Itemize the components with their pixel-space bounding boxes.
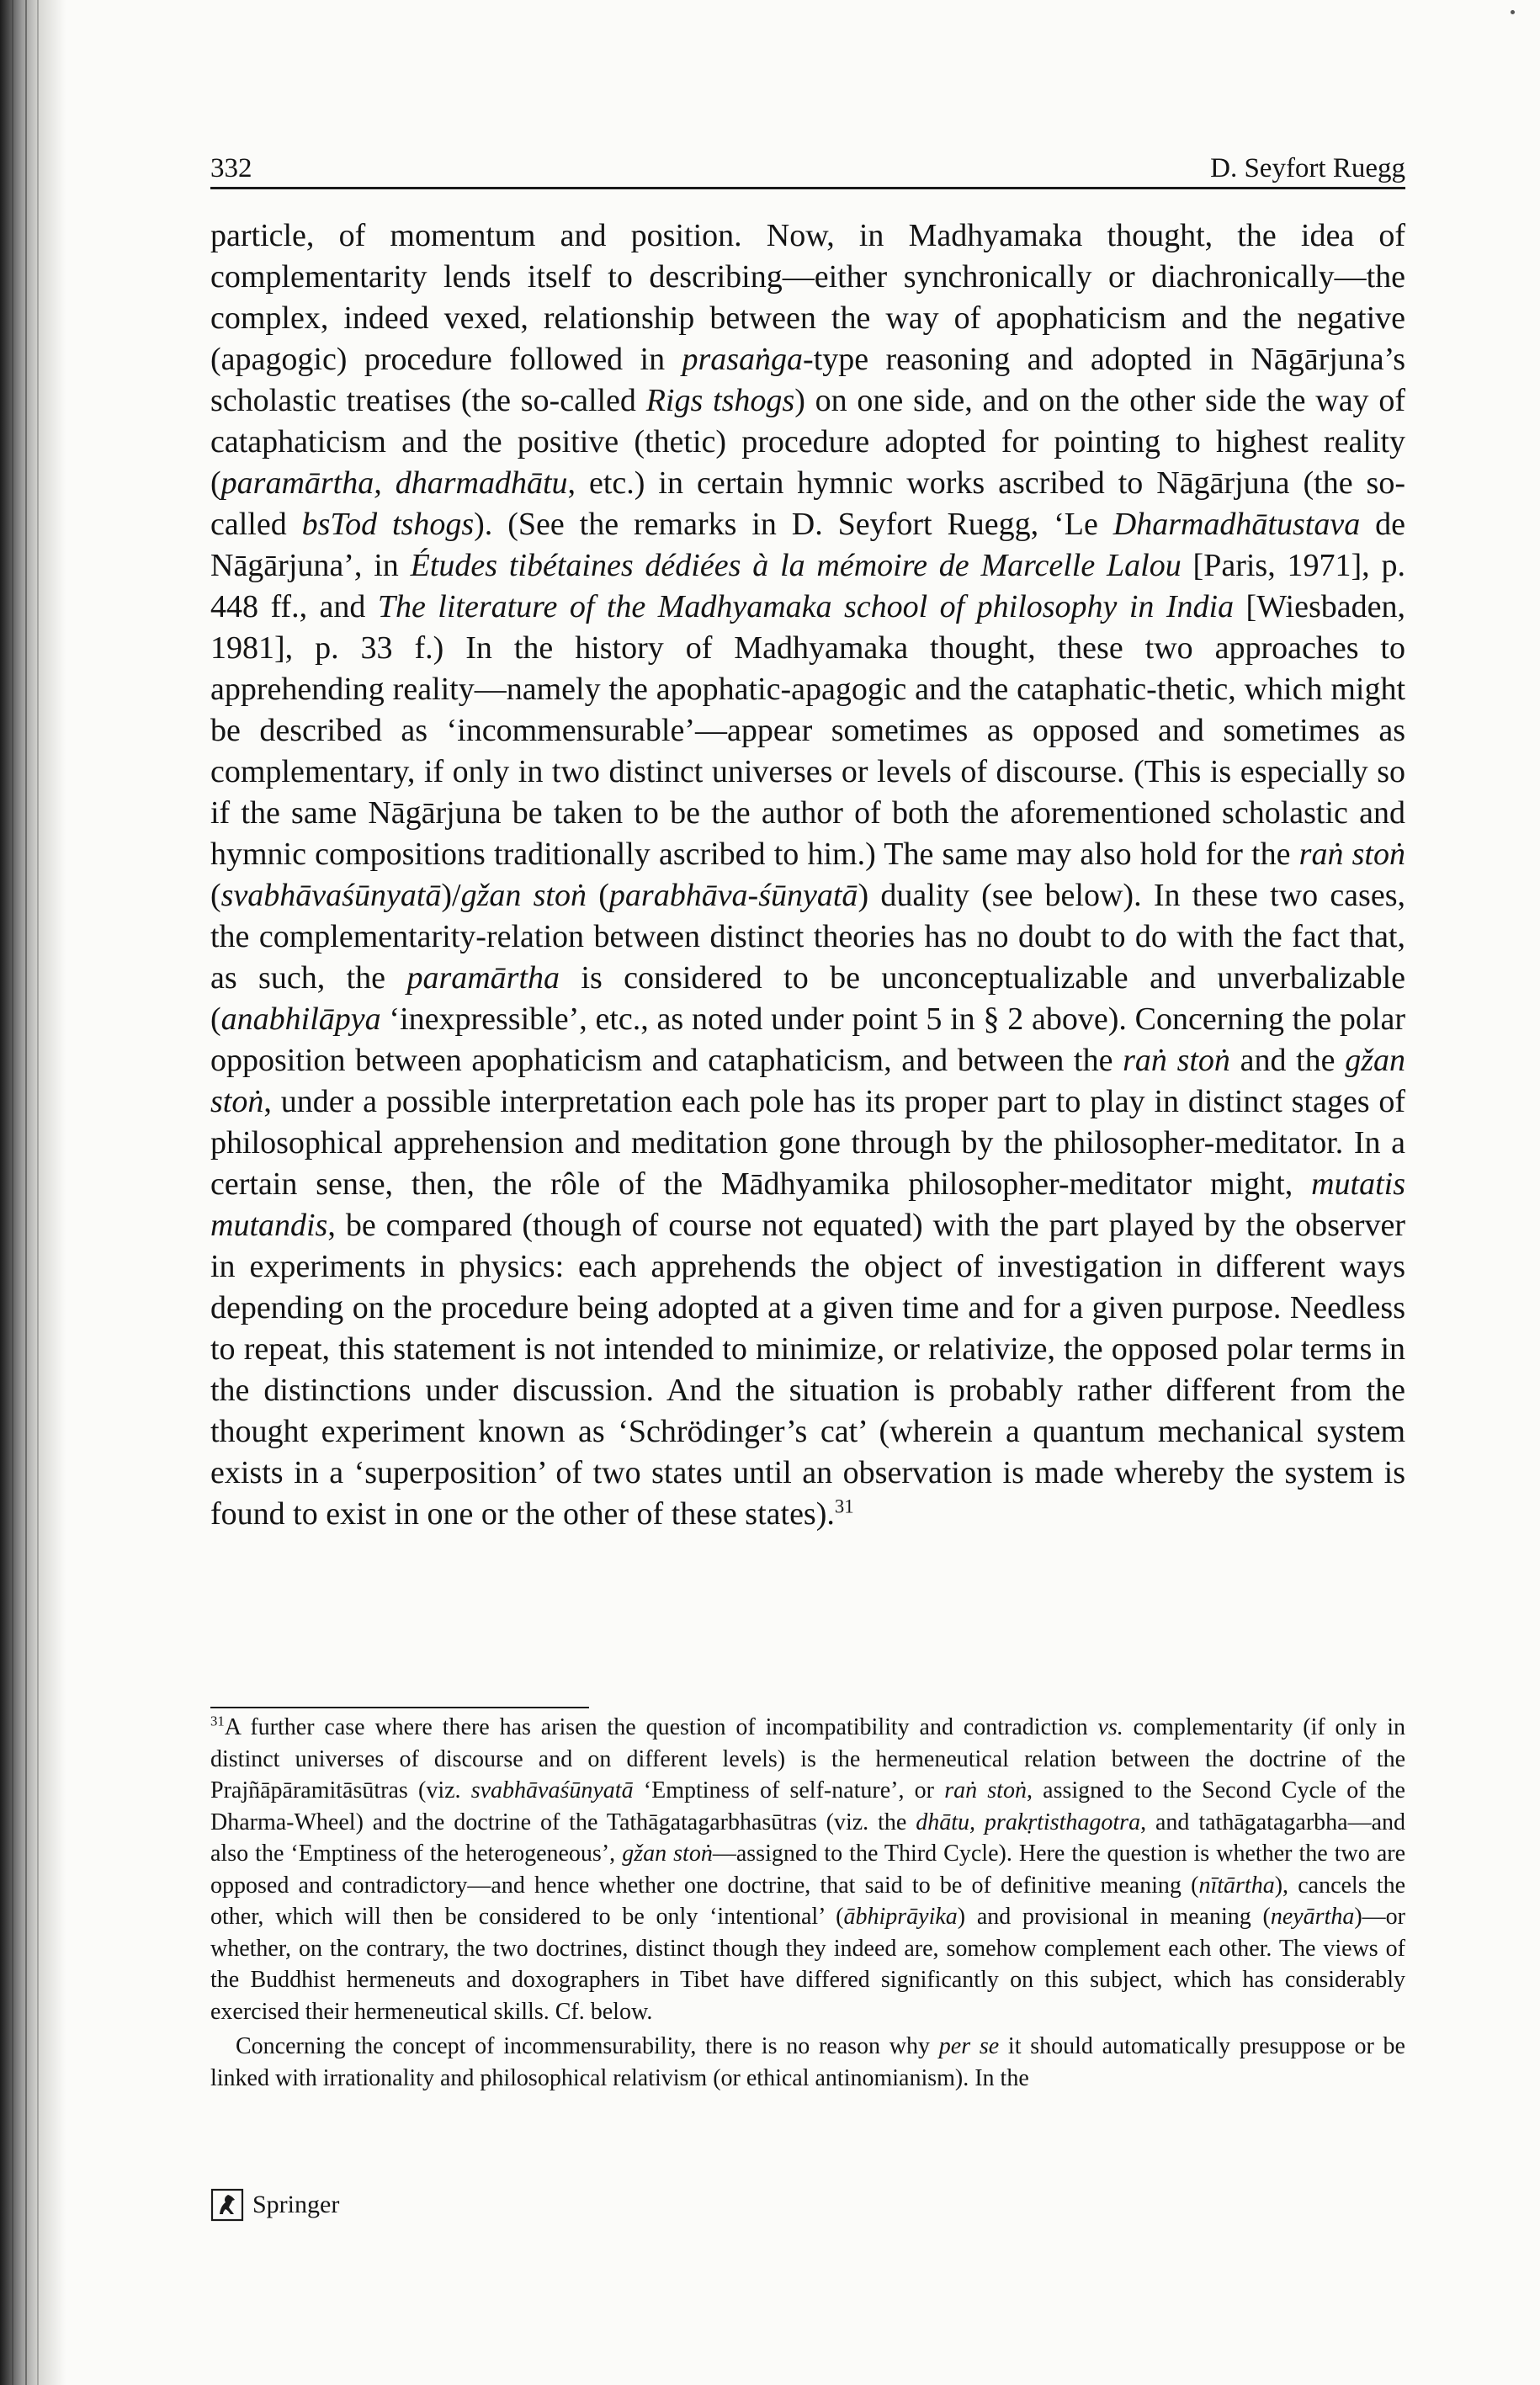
footnote-31: $^{31}$A further case where there has arisen the question of incompatibility and contradiction vs. complementarity (if only in distinct universes of discourse and on different levels) is the hermeneutical relation between the doctrine of the Prajñāpāramitāsūtras (viz. svabhāvaśūnyatā ‘Emptiness of self-nature’, or raṅ stoṅ, assigned to the Second Cycle of the Dharma-Wheel) and the doctrine of the Tathāgatagarbhasūtras (viz. the dhātu, prakṛtisthagotra, and tathāgatagarbha—and also the ‘Emptiness of the heterogeneous’, gžan stoṅ—assigned to the Third Cycle). Here the question is whether the two are opposed and contradictory—and hence whether one doctrine, that said to be of definitive meaning (nītārtha), cancels the other, which will then be considered to be only ‘intentional’ (ābhiprāyika) and provisional in meaning (neyārtha)—or whether, on the contrary, the two doctrines, distinct though they indeed are, somehow complement each other. The views of the Buddhist hermeneuts and doxographers in Tibet have differed significantly on this subject, which has considerably exercised their hermeneutical skills. Cf. below. bbox=[210, 1713, 1406, 2025]
footnote-continuation: Concerning the concept of incommensurability, there is no reason why per se it should automatically presuppose or be linked with irrationality and philosophical relativism (or ethical antinomianism). In the bbox=[210, 2033, 1405, 2091]
running-head-author: D. Seyfort Ruegg bbox=[1210, 153, 1405, 183]
header-rule bbox=[210, 187, 1405, 189]
body-paragraph: particle, of momentum and position. Now, in Madhyamaka thought, the idea of complementarity lends itself to describing—either synchronically or diachronically—the complex, indeed vexed, relationship between the way of apophaticism and the negative (apagogic) procedure followed in prasaṅga-type reasoning and adopted in Nāgārjuna’s scholastic treatises (the so-called Rigs tshogs) on one side, and on the other side the way of cataphaticism and the positive (thetic) procedure adopted for pointing to highest reality (paramārtha, dharmadhātu, etc.) in certain hymnic works ascribed to Nāgārjuna (the so-called bsTod tshogs). (See the remarks in D. Seyfort Ruegg, ‘Le Dharmadhātustava de Nāgārjuna’, in Études tibétaines dédiées à la mémoire de Marcelle Lalou [Paris, 1971], p. 448 ff., and The literature of the Madhyamaka school of philosophy in India [Wiesbaden, 1981], p. 33 f.) In the history of Madhyamaka thought, these two approaches to apprehending reality—namely the apophatic-apagogic and the cataphatic-thetic, which might be described as ‘incommensurable’—appear sometimes as opposed and sometimes as complementary, if only in two distinct universes or levels of discourse. (This is especially so if the same Nāgārjuna be taken to be the author of both the aforementioned scholastic and hymnic compositions traditionally ascribed to him.) The same may also hold for the raṅ stoṅ (svabhāvaśūnyatā)/gžan stoṅ (parabhāva-śūnyatā) duality (see below). In these two cases, the complementarity-relation between distinct theories has no doubt to do with the fact that, as such, the paramārtha is considered to be unconceptualizable and unverbalizable (anabhilāpya ‘inexpressible’, etc., as noted under point 5 in § 2 above). Concerning the polar opposition between apophaticism and cataphaticism, and between the raṅ stoṅ and the gžan stoṅ, under a possible interpretation each pole has its proper part to play in distinct stages of philosophical apprehension and meditation gone through by the philosopher-meditator. In a certain sense, then, the rôle of the Mādhyamika philosopher-meditator might, mutatis mutandis, be compared (though of course not equated) with the part played by the observer in experiments in physics: each apprehends the object of investigation in different ways depending on the procedure being adopted at a given time and for a given purpose. Needless to repeat, this statement is not intended to minimize, or relativize, the opposed polar terms in the distinctions under discussion. And the situation is probably rather different from the thought experiment known as ‘Schrödinger’s cat’ (wherein a quantum mechanical system exists in a ‘superposition’ of two states until an observation is made whereby the system is found to exist in one or the other of these states).$^{31}$ bbox=[210, 218, 1406, 1532]
footnotes bbox=[210, 1712, 1405, 2094]
scan-spine-line bbox=[12, 0, 13, 2385]
main-body-text bbox=[210, 215, 1405, 1535]
page-number: 332 bbox=[210, 153, 252, 183]
scan-spine-line bbox=[25, 0, 27, 2385]
running-header bbox=[210, 148, 1405, 192]
publisher-imprint bbox=[210, 2185, 339, 2225]
springer-horse-icon bbox=[210, 2188, 244, 2222]
scan-spine-line bbox=[37, 0, 39, 2385]
scan-spine-shadow bbox=[0, 0, 66, 2385]
footnote-separator-rule bbox=[210, 1707, 589, 1708]
scan-speck bbox=[1511, 10, 1515, 14]
publisher-name: Springer bbox=[252, 2191, 340, 2218]
